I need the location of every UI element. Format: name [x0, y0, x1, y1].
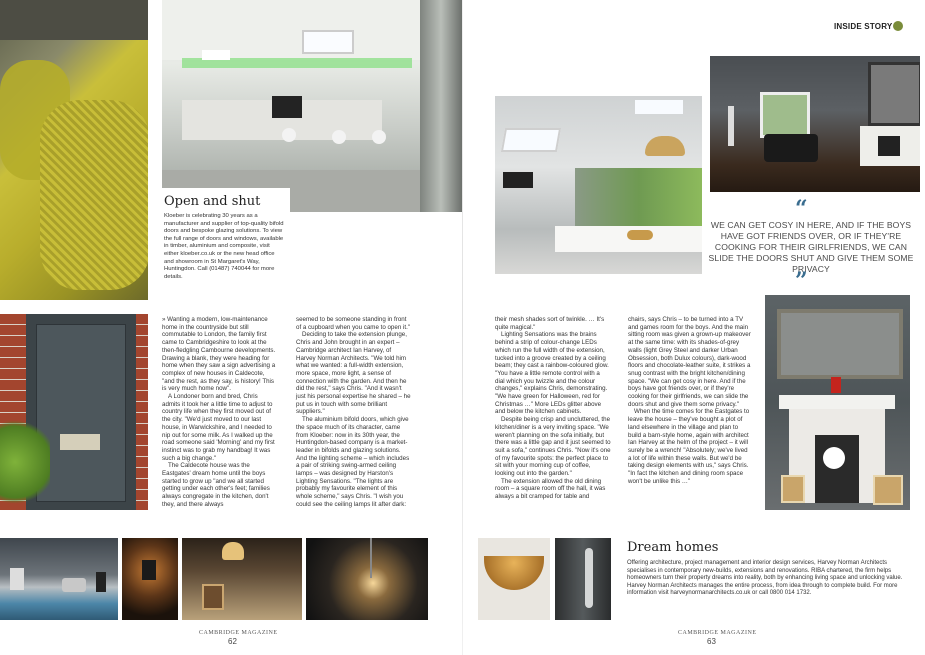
- col1-para-1: » Wanting a modern, low-maintenance home in the countryside but still commutable to London, the family first came to Cambridgeshire to look at the then-fledgling Cambourne developments. Drawing a blank, they were heading for home when they saw a sign advertising a complex of new houses in Caldecote, "and the rest, as they say, is history! This is very much home now".: [162, 316, 276, 393]
- promo-title: Dream homes: [627, 540, 719, 555]
- sitting-room-photo: [710, 56, 920, 192]
- door-handle-photo: [555, 538, 611, 620]
- cushion-photo: [0, 0, 148, 300]
- promo-body: Offering architecture, project management and interior design services, Harvey Norman Architects specialises in contemporary new-builds, extensions and renovations. RIBA chartered, the firm helps homeowners turn their property dreams into reality, both by enhancing living space and unlocking value. Harvey Norman Architects manages the entire process, from idea through to complete build. For more information visit harveynormanarchitects.co.uk or call 0800 014 1732.: [627, 560, 903, 597]
- col1-para-3: The Caldecote house was the Eastgates' dream home until the boys started to grow up "and we all started getting under each other's feet; families always congregate in the kitchen, don't they, and there always: [162, 462, 270, 508]
- section-badge-icon: [893, 21, 903, 31]
- right-page-number: 63: [707, 637, 716, 646]
- col3-para-4: The extension allowed the old dining room – a square room off the hall, it was always a bit cramped for table and: [495, 477, 606, 501]
- col3-para-1: their mesh shades sort of twinkle. … It's quite magical.": [495, 316, 605, 331]
- pendant-lamp-photo: [306, 538, 428, 620]
- body-column-2: [296, 316, 412, 509]
- bowl-photo: [478, 538, 550, 620]
- body-column-4: [628, 316, 752, 485]
- col2-para-2: Deciding to take the extension plunge, Chris and John brought in an expert – Cambridge architect Ian Harvey, of Harvey Norman Architects. "We told him what we wanted: a full-width extension, more space, more light, a sense of connection with the garden. And then he did the rest," says Chris. "And it wasn't just his personal expertise he shared – he put us in touch with some brilliant suppliers.": [296, 331, 411, 416]
- left-page-number: 62: [228, 637, 237, 646]
- quote-open-mark: “: [795, 196, 808, 222]
- kitchen-extension-photo: [162, 0, 462, 212]
- col4-para-1: chairs, says Chris – to be turned into a TV and games room for the boys. And the main sitting room was given a grown-up makeover at the same time: with its shades-of-grey walls (light Grey Steel and darker Urban Obsession, both Dulux colours), dark-wood floors and chocolate-leather suite, it strikes a snug contrast with the bright kitchen/dining space. "We can get cosy in here. And if the boys have got friends over, or if they're cooking for their girlfriends, we can slide the doors shut and give them some privacy.": [628, 316, 751, 408]
- kitchen-counter-photo: [0, 538, 118, 620]
- front-door-photo: [0, 314, 148, 510]
- sidebar-body: Kloeber is celebrating 30 years as a manufacturer and supplier of top-quality bifold doors and bespoke glazing solutions. To view the full range of doors and windows, available in timber, aluminium and composite, visit either kloeber.co.uk or the new head office and showroom in St Margaret's Way, Huntingdon. Call (01487) 740044 for more details.: [164, 213, 284, 280]
- wall-light-photo: [122, 538, 178, 620]
- right-folio: CAMBRIDGE MAGAZINE: [678, 630, 757, 636]
- hallway-lamp-photo: [182, 538, 302, 620]
- sidebar-title: Open and shut: [164, 194, 261, 209]
- body-column-1: [162, 316, 276, 509]
- pull-quote: WE CAN GET COSY IN HERE, AND IF THE BOYS HAVE GOT FRIENDS OVER, OR IF THEY'RE COOKING FOR THEIR GIRLFRIENDS, WE CAN SLIDE THE DOORS SHUT AND GIVE THEM SOME PRIVACY: [708, 220, 914, 274]
- inside-story-label: INSIDE STORY: [834, 22, 893, 31]
- quote-close-mark: ”: [795, 268, 808, 294]
- body-column-3: [495, 316, 611, 501]
- fireplace-photo: [765, 295, 910, 510]
- col3-para-3: Despite being crisp and uncluttered, the kitchen/diner is a very inviting space. "We weren't planning on the sofa initially, but there was a little gap and it just seemed to suit a sofa," continues Chris. "Now it's one of my favourite spots: the perfect place to sit with your morning cup of coffee, looking out into the garden.": [495, 416, 611, 478]
- col1-para-2: A Londoner born and bred, Chris admits it took her a little time to adjust to country life when they first moved out of the city. "We'd just moved to our last house, in Warwickshire, and I needed to nip out for some milk. As I walked up the road someone said 'Morning' and my first instinct was to grab my handbag! It was such a big change.": [162, 393, 275, 462]
- col2-para-3: The aluminium bifold doors, which give the space much of its character, came from Kloeber: now in its 30th year, the Huntingdon-based company is a market-leader in bifolds and glazing solutions. And the lighting scheme – which includes a pair of striking swing-armed ceiling lamps – was designed by Harston's Lighting Sensations. "The lights are probably my favourite element of this whole scheme," says Chris. "I wish you could see the ceiling lamps lit after dark:: [296, 416, 410, 508]
- left-folio: CAMBRIDGE MAGAZINE: [199, 630, 278, 636]
- col4-para-2: When the time comes for the Eastgates to leave the house – they've bought a plot of land elsewhere in the village and plan to build a barn-style home, again with architect Ian Harvey at the helm of the project – it will surely be a wrench! "Absolutely; we've lived a lot of life within these walls. But we'd be taking design elements with us," says Chris. "In fact the kitchen and dining room space won't be unlike this …": [628, 408, 750, 485]
- page-gutter: [462, 0, 463, 655]
- col2-para-1: seemed to be someone standing in front of a cupboard when you came to open it.": [296, 316, 410, 331]
- col3-para-2: Lighting Sensations was the brains behind a strip of colour-change LEDs which run the full width of the extension, tucked into a groove created by a ceiling beam; they cast a rainbow-coloured glow. "You have a little remote control with a dial which you twizzle and the colour changes," explains Chris, demonstrating. "We have green for Halloween, red for Christmas …" More LEDs glitter above and below the kitchen cabinets.: [495, 331, 609, 416]
- dining-area-photo: [495, 96, 702, 274]
